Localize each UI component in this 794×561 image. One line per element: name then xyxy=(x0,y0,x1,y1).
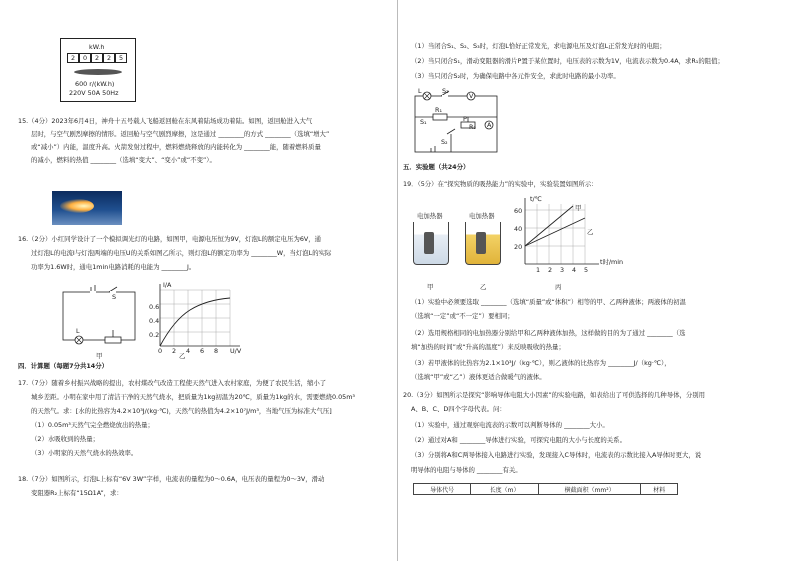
q19-beaker-jia xyxy=(413,222,449,265)
q16-caption-jia: 甲 xyxy=(96,352,103,360)
q19-graph-y-label: t/℃ xyxy=(530,195,542,203)
q15-line-4: 的减小，燃料的热值 ________（选填“变大”、“变小”或“不变”）。 xyxy=(31,156,216,164)
q17-item-2: （2）水吸收到的热量； xyxy=(31,435,99,443)
q18-line-2: 变阻器R₂上标有“15Ω1A”，求： xyxy=(31,489,123,497)
table-header-row xyxy=(414,484,678,495)
q16-y-tick: 0.6 xyxy=(149,303,160,311)
q19-item-3b: （选填“甲”或“乙”）液体更适合做暖气的液体。 xyxy=(411,373,546,381)
q19-graph-x-tick: 5 xyxy=(584,266,589,274)
q19-item-1: （1）实验中必须要选取 ________（选填“质量”或“体积”）相等的甲、乙两种液体；两液体的初温 xyxy=(411,298,686,306)
capsule-flame-icon xyxy=(60,199,94,213)
q19-graph-x-tick: 3 xyxy=(560,266,565,274)
q15-line-1: 15.（4分）2023年6月4日，神舟十五号载人飞船返回舱在东风着陆场成功着陆。如图，返回舱进入大气 xyxy=(18,117,313,125)
meter-unit: kW.h xyxy=(89,43,105,51)
q16-switch-label: S xyxy=(112,293,117,301)
q16-x-tick: 0 xyxy=(158,347,163,355)
table-header-cell: 材料 xyxy=(641,484,678,495)
meter-rate: 600 r/(kW.h) xyxy=(75,80,115,88)
q19-graph-y-tick: 40 xyxy=(514,225,523,233)
meter-digit: 5 xyxy=(115,53,127,63)
q18-circuit-r2-label: R₂ xyxy=(469,123,477,131)
meter-digit: 0 xyxy=(79,53,91,63)
section-4-heading: 四．计算题（每题7分共14分） xyxy=(18,362,109,370)
q20-item-3b: 明导体的电阻与导体的 ________有关。 xyxy=(411,466,522,474)
q16-line-3: 功率为1.6W时，通电1min电路消耗的电能为 ________J。 xyxy=(31,263,196,271)
electric-meter xyxy=(60,38,136,102)
q16-y-tick: 0.4 xyxy=(149,317,160,325)
meter-disc-icon xyxy=(61,66,135,78)
table-header-cell: 横截面积（mm²） xyxy=(538,484,641,495)
reentry-capsule-image xyxy=(52,191,122,225)
q19-item-1b: （选填“一定”或“不一定”）要相同； xyxy=(411,312,514,320)
q18-circuit-s3-label: S₃ xyxy=(442,87,449,95)
q16-caption-yi: 乙 xyxy=(179,352,186,360)
q19-line-1: 19．（5分）在“探究物质的吸热能力”的实验中，实验装置如图所示： xyxy=(403,180,598,188)
q16-lamp-label: L xyxy=(76,327,80,335)
q20-conductor-table xyxy=(413,483,678,495)
q19-series-jia-label: 甲 xyxy=(575,204,582,212)
meter-digit: 2 xyxy=(103,53,115,63)
meter-digit: 2 xyxy=(91,53,103,63)
q19-item-3: （3）若甲液体的比热容为2.1×10³J/（kg·℃），则乙液体的比热容为 ________J/（kg·℃）， xyxy=(411,359,671,367)
q15-line-2: 层时，与空气剧烈摩擦的情形。返回舱与空气剧烈摩擦，这是通过 ________的方式 ________（选填“增大” xyxy=(31,130,330,138)
section-5-heading: 五．实验题（共24分） xyxy=(403,163,470,171)
q19-heater-jia-icon xyxy=(424,232,434,254)
q19-graph-x-tick: 4 xyxy=(572,266,577,274)
table-header-cell: 导体代号 xyxy=(414,484,471,495)
column-divider xyxy=(397,0,398,561)
q20-item-2: （2）通过对A和 ________导体进行实验，可探究电阻的大小与长度的关系。 xyxy=(411,436,626,444)
q19-item-2: （2）选用规格相同的电加热器分别给甲和乙两种液体加热，这样做的目的为了通过 ________（选 xyxy=(411,329,686,337)
q15-line-3: 或“减小”）内能，温度升高。火箭发射过程中，燃料燃烧释放的内能转化为 ________能，随着燃料质量 xyxy=(31,143,321,151)
q18-item-3: （3）当只闭合S₂时，为确保电路中各元件安全，求此时电路的最小功率。 xyxy=(411,72,620,80)
q19-heater-jia-label: 电加热器 xyxy=(417,212,443,220)
q19-beaker-yi xyxy=(465,222,501,265)
meter-spec: 220V 50A 50Hz xyxy=(69,89,119,97)
q18-circuit-ammeter-label: A xyxy=(487,121,492,129)
q18-item-1: （1）当闭合S₁、S₂、S₃时，灯泡L恰好正常发光，求电源电压及灯泡L正常发光时的电阻； xyxy=(411,42,666,50)
q16-x-tick: 2 xyxy=(172,347,177,355)
q20-line-1: 20.（3分）如图所示是探究“影响导体电阻大小因素”的实验电路，如表给出了可供选择的几种导体，分别用 xyxy=(403,391,706,399)
q19-caption-jia: 甲 xyxy=(427,283,434,291)
q18-circuit-s1-label: S₁ xyxy=(420,118,427,126)
meter-digits xyxy=(67,53,127,63)
q16-line-2: 过灯泡L的电流I与灯泡两端的电压U的关系如图乙所示，则灯泡L的额定功率为 ________W，当灯泡L的实际 xyxy=(31,249,332,257)
meter-digit: 2 xyxy=(67,53,79,63)
table-header-cell: 长度（m） xyxy=(471,484,538,495)
q19-graph-x-tick: 2 xyxy=(548,266,553,274)
q19-series-yi-label: 乙 xyxy=(587,228,594,236)
q19-graph-x-label: t时/min xyxy=(600,258,624,266)
q19-heater-yi-icon xyxy=(476,232,486,254)
q18-line-1: 18.（7分）如图所示，灯泡L上标有“6V 3W”字样，电流表的量程为0～0.6A，电压表的量程为0～3V，滑动 xyxy=(18,475,325,483)
q16-x-tick: 6 xyxy=(200,347,205,355)
q19-heater-yi-label: 电加热器 xyxy=(469,212,495,220)
q18-circuit-lamp-label: L xyxy=(418,87,422,95)
q17-line-2: 城乡差距。小明在家中用了清洁干净的天然气烧水，把质量为1kg初温为20℃，质量为1kg的水，需要燃烧0.05m³ xyxy=(31,393,355,401)
q16-line-1: 16.（2分）小红同学设计了一个模拟调光灯的电路，如图甲，电源电压恒为9V，灯泡L的额定电压为6V，通 xyxy=(18,235,322,243)
q18-circuit-voltmeter-label: V xyxy=(469,92,474,100)
q16-x-label: U/V xyxy=(230,347,242,355)
q16-y-label: I/A xyxy=(163,281,172,289)
q20-item-3: （3）分别将A和C两导体接入电路进行实验，发现接入C导体时，电流表的示数比接入A导体时更大，说 xyxy=(411,451,702,459)
q16-y-tick: 0.2 xyxy=(149,331,160,339)
q16-x-tick: 8 xyxy=(214,347,219,355)
q18-circuit-p-label: P xyxy=(463,115,467,123)
q16-x-tick: 4 xyxy=(186,347,191,355)
q17-line-3: 的天然气。求：[水的比热容为4.2×10³J/(kg·℃)，天然气的热值为4.2×10⁷J/m³，当地气压为标准大气压] xyxy=(31,407,332,415)
q18-circuit-r1-label: R₁ xyxy=(435,106,443,114)
q20-item-1: （1）实验中，通过观察电流表的示数可以判断导体的 ________大小。 xyxy=(411,421,609,429)
q19-graph-y-tick: 60 xyxy=(514,207,523,215)
q19-graph-y-tick: 20 xyxy=(514,243,523,251)
q19-graph-x-tick: 1 xyxy=(536,266,541,274)
q20-line-2: A、B、C、D四个字母代表。问： xyxy=(411,405,506,413)
q19-caption-bing: 丙 xyxy=(555,283,562,291)
q17-line-1: 17.（7分）随着乡村振兴战略的提出，农村煤改气改造工程使天然气进入农村家庭，为便了农民生活，缩小了 xyxy=(18,379,327,387)
q17-item-1: （1）0.05m³天然气完全燃烧放出的热量； xyxy=(31,421,154,429)
q18-circuit-s2-label: S₂ xyxy=(441,138,448,146)
q18-item-2: （2）当只闭合S₁，滑动变阻器的滑片P置于某位置时，电压表的示数为1V，电流表示数为0.4A，求R₁的阻值； xyxy=(411,57,724,65)
q16-circuit-diagram xyxy=(55,282,145,354)
q17-item-3: （3）小明家的天然气烧水的热效率。 xyxy=(31,449,138,457)
q19-item-2b: 填“加热的时间”或“升高的温度”）来反映吸收的热量； xyxy=(411,343,565,351)
q19-caption-yi: 乙 xyxy=(480,283,487,291)
